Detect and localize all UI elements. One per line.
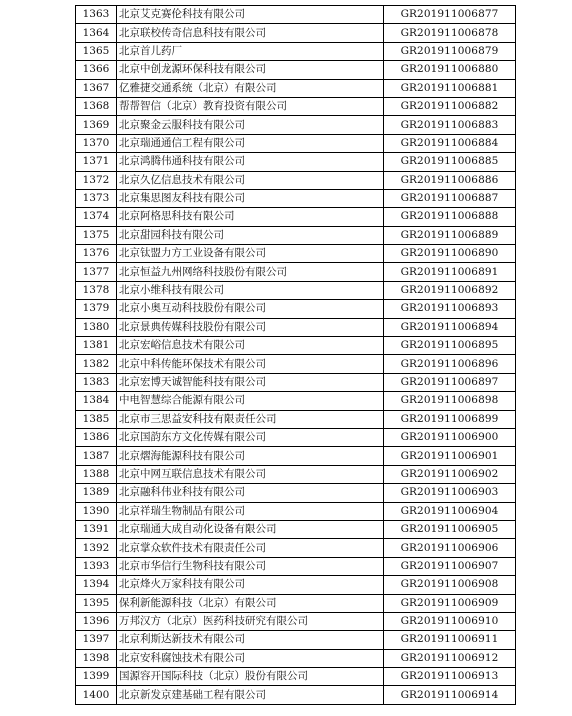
table-row xyxy=(76,447,516,465)
company-name-cell: 北京瑞通通信工程有限公司 xyxy=(117,134,384,152)
certificate-number-cell: GR201911006879 xyxy=(384,42,516,60)
row-number-cell: 1383 xyxy=(76,373,117,391)
table-row xyxy=(76,281,516,299)
table-row xyxy=(76,355,516,373)
table-row xyxy=(76,318,516,336)
row-number-cell: 1398 xyxy=(76,649,117,667)
table-row xyxy=(76,116,516,134)
table-row xyxy=(76,337,516,355)
certificate-number-cell: GR201911006901 xyxy=(384,447,516,465)
certificate-number-cell: GR201911006894 xyxy=(384,318,516,336)
company-name-cell: 国源容开国际科技（北京）股份有限公司 xyxy=(117,668,384,686)
company-name-cell: 帮帮智信（北京）教育投资有限公司 xyxy=(117,97,384,115)
row-number-cell: 1400 xyxy=(76,686,117,704)
company-name-cell: 北京集思图友科技有限公司 xyxy=(117,189,384,207)
certificate-number-cell: GR201911006883 xyxy=(384,116,516,134)
row-number-cell: 1389 xyxy=(76,484,117,502)
row-number-cell: 1375 xyxy=(76,226,117,244)
row-number-cell: 1385 xyxy=(76,410,117,428)
company-name-cell: 北京掌众软件技术有限责任公司 xyxy=(117,539,384,557)
row-number-cell: 1384 xyxy=(76,392,117,410)
table-row xyxy=(76,79,516,97)
row-number-cell: 1388 xyxy=(76,465,117,483)
company-name-cell: 北京阿格思科技有限公司 xyxy=(117,208,384,226)
certificate-number-cell: GR201911006890 xyxy=(384,245,516,263)
company-name-cell: 北京恒益九州网络科技股份有限公司 xyxy=(117,263,384,281)
certificate-number-cell: GR201911006893 xyxy=(384,300,516,318)
row-number-cell: 1368 xyxy=(76,97,117,115)
table-row xyxy=(76,484,516,502)
company-name-cell: 北京小维科技有限公司 xyxy=(117,281,384,299)
certificate-number-cell: GR201911006880 xyxy=(384,61,516,79)
table-row xyxy=(76,189,516,207)
row-number-cell: 1378 xyxy=(76,281,117,299)
company-name-cell: 中电智慧综合能源有限公司 xyxy=(117,392,384,410)
certificate-number-cell: GR201911006888 xyxy=(384,208,516,226)
row-number-cell: 1397 xyxy=(76,631,117,649)
table-row xyxy=(76,668,516,686)
company-name-cell: 北京钛盟力方工业设备有限公司 xyxy=(117,245,384,263)
row-number-cell: 1369 xyxy=(76,116,117,134)
row-number-cell: 1387 xyxy=(76,447,117,465)
row-number-cell: 1374 xyxy=(76,208,117,226)
certificate-number-cell: GR201911006895 xyxy=(384,337,516,355)
table-row xyxy=(76,594,516,612)
table-row xyxy=(76,373,516,391)
company-name-cell: 北京烽火万家科技有限公司 xyxy=(117,576,384,594)
table-row xyxy=(76,24,516,42)
certificate-number-cell: GR201911006908 xyxy=(384,576,516,594)
company-name-cell: 北京联校传奇信息科技有限公司 xyxy=(117,24,384,42)
table-row xyxy=(76,263,516,281)
row-number-cell: 1382 xyxy=(76,355,117,373)
certificate-number-cell: GR201911006909 xyxy=(384,594,516,612)
company-name-cell: 北京新发京建基础工程有限公司 xyxy=(117,686,384,704)
certificate-number-cell: GR201911006904 xyxy=(384,502,516,520)
table-row xyxy=(76,612,516,630)
company-name-cell: 北京市华信行生物科技有限公司 xyxy=(117,557,384,575)
company-name-cell: 北京宏峪信息技术有限公司 xyxy=(117,337,384,355)
company-name-cell: 北京小奥互动科技股份有限公司 xyxy=(117,300,384,318)
table-row xyxy=(76,576,516,594)
company-name-cell: 北京中网互联信息技术有限公司 xyxy=(117,465,384,483)
row-number-cell: 1394 xyxy=(76,576,117,594)
company-name-cell: 北京聚金云服科技有限公司 xyxy=(117,116,384,134)
company-name-cell: 保利新能源科技（北京）有限公司 xyxy=(117,594,384,612)
certificate-number-cell: GR201911006891 xyxy=(384,263,516,281)
company-name-cell: 北京市三思益安科技有限责任公司 xyxy=(117,410,384,428)
table-body xyxy=(76,6,516,705)
table-row xyxy=(76,520,516,538)
table-row xyxy=(76,134,516,152)
table-row xyxy=(76,153,516,171)
certificate-number-cell: GR201911006881 xyxy=(384,79,516,97)
table-row xyxy=(76,428,516,446)
row-number-cell: 1364 xyxy=(76,24,117,42)
certificate-number-cell: GR201911006902 xyxy=(384,465,516,483)
table-row xyxy=(76,42,516,60)
row-number-cell: 1363 xyxy=(76,6,117,24)
certificate-number-cell: GR201911006906 xyxy=(384,539,516,557)
certificate-number-cell: GR201911006898 xyxy=(384,392,516,410)
row-number-cell: 1370 xyxy=(76,134,117,152)
company-name-cell: 北京融科伟业科技有限公司 xyxy=(117,484,384,502)
row-number-cell: 1396 xyxy=(76,612,117,630)
row-number-cell: 1366 xyxy=(76,61,117,79)
table-row xyxy=(76,300,516,318)
table-row xyxy=(76,6,516,24)
certificate-number-cell: GR201911006900 xyxy=(384,428,516,446)
certificate-number-cell: GR201911006907 xyxy=(384,557,516,575)
company-name-cell: 北京久亿信息技术有限公司 xyxy=(117,171,384,189)
company-name-cell: 北京鸿腾伟通科技有限公司 xyxy=(117,153,384,171)
table-row xyxy=(76,649,516,667)
company-name-cell: 万邦汉方（北京）医药科技研究有限公司 xyxy=(117,612,384,630)
certificate-number-cell: GR201911006912 xyxy=(384,649,516,667)
table-row xyxy=(76,557,516,575)
table-row xyxy=(76,61,516,79)
company-name-cell: 北京宏博天诚智能科技有限公司 xyxy=(117,373,384,391)
table-row xyxy=(76,539,516,557)
row-number-cell: 1395 xyxy=(76,594,117,612)
table-row xyxy=(76,97,516,115)
table-row xyxy=(76,245,516,263)
certificate-number-cell: GR201911006905 xyxy=(384,520,516,538)
row-number-cell: 1399 xyxy=(76,668,117,686)
row-number-cell: 1381 xyxy=(76,337,117,355)
table-row xyxy=(76,465,516,483)
certificate-number-cell: GR201911006899 xyxy=(384,410,516,428)
table-row xyxy=(76,171,516,189)
certificate-number-cell: GR201911006892 xyxy=(384,281,516,299)
row-number-cell: 1391 xyxy=(76,520,117,538)
certificate-number-cell: GR201911006913 xyxy=(384,668,516,686)
row-number-cell: 1377 xyxy=(76,263,117,281)
certificate-number-cell: GR201911006897 xyxy=(384,373,516,391)
row-number-cell: 1392 xyxy=(76,539,117,557)
row-number-cell: 1390 xyxy=(76,502,117,520)
table-row xyxy=(76,208,516,226)
certificate-number-cell: GR201911006903 xyxy=(384,484,516,502)
certificate-number-cell: GR201911006878 xyxy=(384,24,516,42)
company-name-cell: 北京利斯达新技术有限公司 xyxy=(117,631,384,649)
row-number-cell: 1365 xyxy=(76,42,117,60)
company-name-cell: 北京熠海能源科技有限公司 xyxy=(117,447,384,465)
row-number-cell: 1372 xyxy=(76,171,117,189)
table-row xyxy=(76,686,516,704)
certificate-number-cell: GR201911006910 xyxy=(384,612,516,630)
company-name-cell: 北京国韵东方文化传媒有限公司 xyxy=(117,428,384,446)
company-name-cell: 北京甜园科技有限公司 xyxy=(117,226,384,244)
certificate-number-cell: GR201911006882 xyxy=(384,97,516,115)
company-name-cell: 北京首儿药厂 xyxy=(117,42,384,60)
company-name-cell: 北京安科腐蚀技术有限公司 xyxy=(117,649,384,667)
certificate-number-cell: GR201911006914 xyxy=(384,686,516,704)
row-number-cell: 1367 xyxy=(76,79,117,97)
certificate-number-cell: GR201911006896 xyxy=(384,355,516,373)
table-row xyxy=(76,410,516,428)
certificate-number-cell: GR201911006885 xyxy=(384,153,516,171)
table-row xyxy=(76,392,516,410)
row-number-cell: 1393 xyxy=(76,557,117,575)
table-row xyxy=(76,631,516,649)
row-number-cell: 1376 xyxy=(76,245,117,263)
company-name-cell: 北京艾克赛伦科技有限公司 xyxy=(117,6,384,24)
certificate-number-cell: GR201911006889 xyxy=(384,226,516,244)
certificate-number-cell: GR201911006887 xyxy=(384,189,516,207)
row-number-cell: 1380 xyxy=(76,318,117,336)
table-row xyxy=(76,502,516,520)
table-row xyxy=(76,226,516,244)
company-name-cell: 北京中创龙源环保科技有限公司 xyxy=(117,61,384,79)
certificate-number-cell: GR201911006877 xyxy=(384,6,516,24)
company-name-cell: 北京景典传媒科技股份有限公司 xyxy=(117,318,384,336)
company-name-cell: 北京瑞通大成自动化设备有限公司 xyxy=(117,520,384,538)
row-number-cell: 1386 xyxy=(76,428,117,446)
company-name-cell: 北京祥瑞生物制品有限公司 xyxy=(117,502,384,520)
company-certificate-table xyxy=(75,5,516,705)
row-number-cell: 1379 xyxy=(76,300,117,318)
company-name-cell: 北京中科传能环保技术有限公司 xyxy=(117,355,384,373)
certificate-number-cell: GR201911006884 xyxy=(384,134,516,152)
row-number-cell: 1373 xyxy=(76,189,117,207)
company-name-cell: 亿雅捷交通系统（北京）有限公司 xyxy=(117,79,384,97)
certificate-number-cell: GR201911006911 xyxy=(384,631,516,649)
row-number-cell: 1371 xyxy=(76,153,117,171)
certificate-number-cell: GR201911006886 xyxy=(384,171,516,189)
